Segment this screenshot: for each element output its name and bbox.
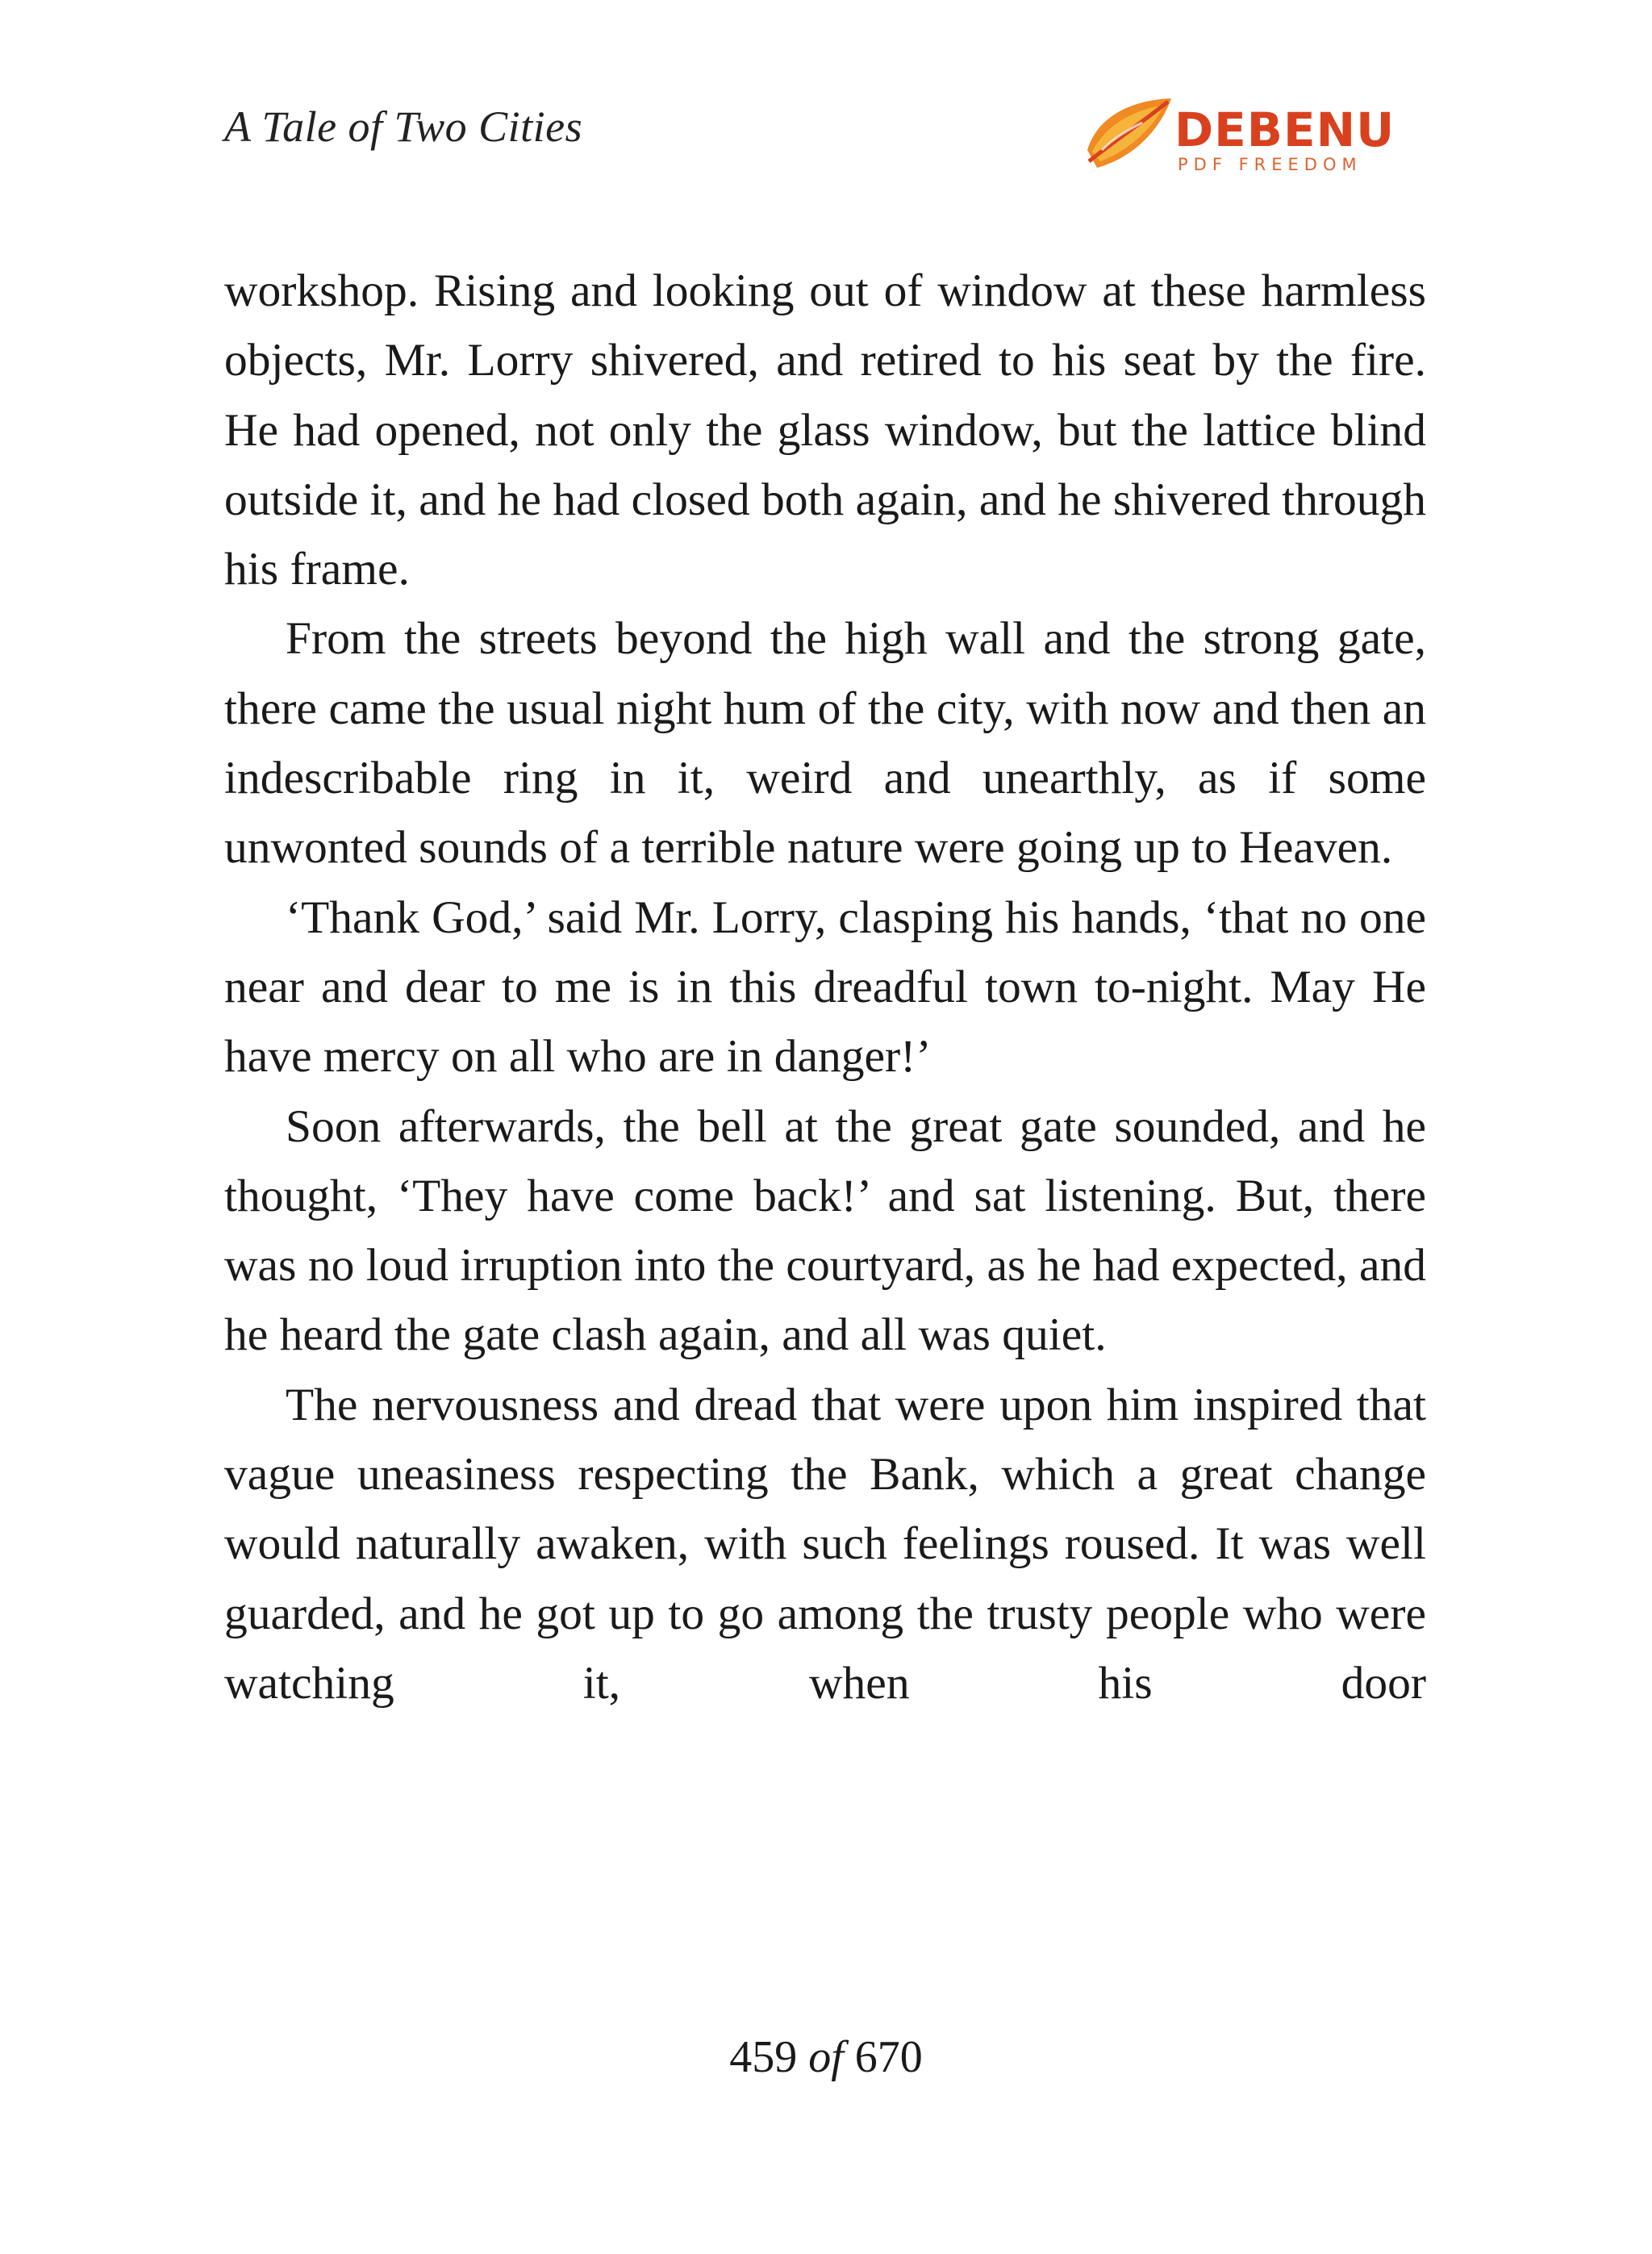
running-title: A Tale of Two Cities (224, 102, 583, 151)
paragraph: The nervousness and dread that were upon him inspired that vague uneasiness respecting the Bank, which a great change would naturally awaken, with such feelings roused. It was well guarded, and he got up to go among the trusty people who were watching it, when his door (224, 1379, 1426, 1709)
logo-tagline: PDF FREEDOM (1178, 155, 1362, 174)
paragraph: workshop. Rising and looking out of window at these harmless objects, Mr. Lorry shivered, and retired to his seat by the fire. He had opened, not only the glass window, but the lattice blind outside it, and he had closed both again, and he shivered through his frame. (224, 265, 1426, 595)
logo-brand: DEBENU (1174, 102, 1395, 157)
paragraph: From the streets beyond the high wall and the strong gate, there came the usual night hum of the city, with now and then an indescribable ring in it, weird and unearthly, as if some unwonted sounds of a terrible nature were going up to Heaven. (224, 613, 1426, 874)
page-current: 459 (729, 2032, 798, 2082)
page-total: 670 (854, 2032, 923, 2082)
paragraph: Soon afterwards, the bell at the great gate sounded, and he thought, ‘They have come back!’ and sat listening. But, there was no loud irruption into the courtyard, as he had expected, and he heard the gate clash again, and all was quiet. (224, 1100, 1426, 1361)
page-number (0, 2031, 1652, 2083)
publisher-logo (1081, 90, 1395, 179)
body-text (224, 257, 1426, 1718)
paragraph: ‘Thank God,’ said Mr. Lorry, clasping his hands, ‘that no one near and dear to me is in this dreadful town to-night. May He have mercy on all who are in danger!’ (224, 891, 1426, 1083)
page-of: of (808, 2032, 844, 2082)
orange-leaf-icon (1081, 94, 1178, 174)
